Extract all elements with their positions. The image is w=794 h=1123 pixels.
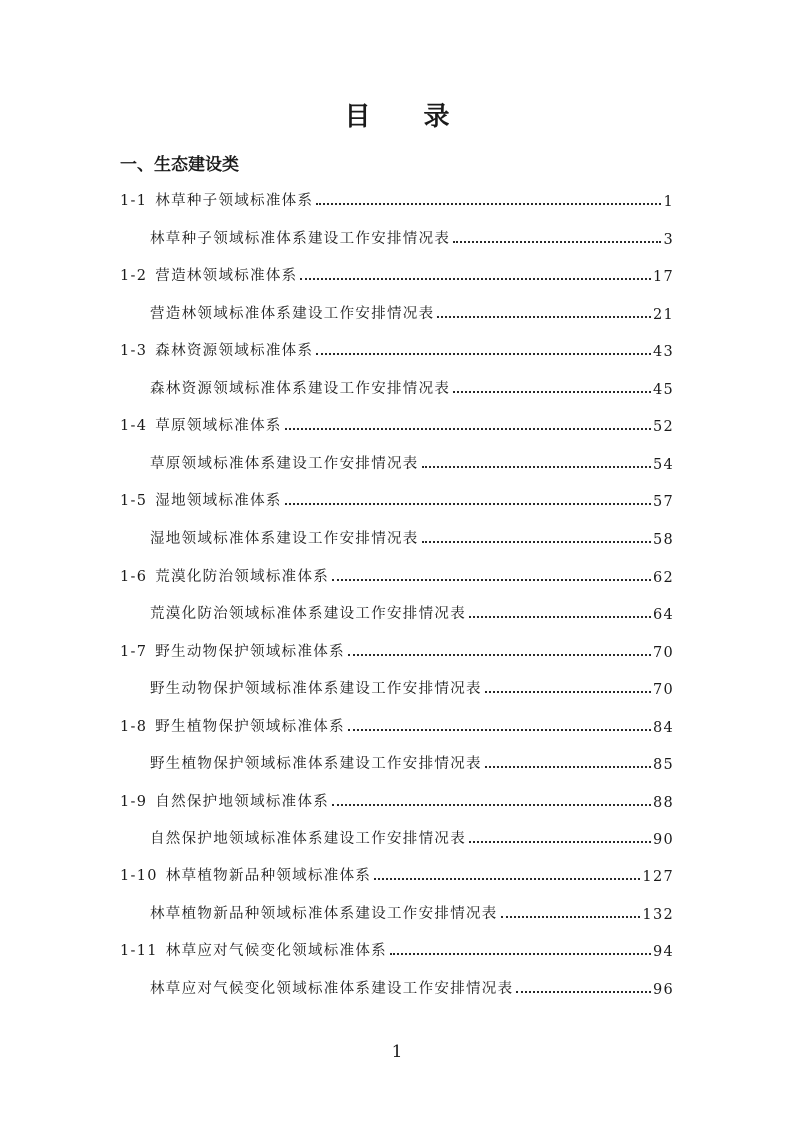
toc-entry-number: 1-8 [120, 719, 148, 735]
dot-leader [437, 316, 651, 318]
toc-entry-label: 荒漠化防治领域标准体系建设工作安排情况表 [150, 606, 466, 622]
toc-entry-label: 1-2 营造林领域标准体系 [120, 268, 298, 284]
toc-entry[interactable] [120, 184, 674, 210]
dot-leader [422, 541, 651, 543]
dot-leader [332, 804, 651, 806]
toc-entry-number: 1-6 [120, 569, 148, 585]
toc-entry-label: 野生动物保护领域标准体系建设工作安排情况表 [150, 681, 482, 697]
toc-entry-label: 1-3 森林资源领域标准体系 [120, 343, 314, 359]
dot-leader [300, 278, 650, 280]
dot-leader [316, 203, 661, 205]
toc-entry-number: 1-1 [120, 193, 148, 209]
dot-leader [469, 841, 651, 843]
toc-subentry[interactable] [150, 522, 674, 548]
dot-leader [390, 953, 651, 955]
toc-entry-page: 17 [652, 269, 674, 285]
toc-entry[interactable] [120, 334, 674, 360]
toc-subentry[interactable] [150, 372, 674, 398]
toc-entry-label: 1-1 林草种子领域标准体系 [120, 193, 314, 209]
toc-subentry[interactable] [150, 822, 674, 848]
toc-subentry[interactable] [150, 897, 674, 923]
toc-entry-page: 62 [652, 570, 674, 586]
toc-entry-number: 1-9 [120, 794, 148, 810]
dot-leader [516, 991, 651, 993]
toc-entry-page: 94 [652, 944, 674, 960]
dot-leader [332, 579, 651, 581]
toc-entry[interactable] [120, 560, 674, 586]
toc-entry-label: 1-10 林草植物新品种领域标准体系 [120, 868, 372, 884]
toc-entry-page: 52 [652, 419, 674, 435]
section-heading: 一、生态建设类 [120, 155, 239, 175]
toc-entry-number: 1-4 [120, 418, 148, 434]
toc-entry-page: 3 [663, 232, 674, 248]
toc-entry-number: 1-10 [120, 868, 158, 884]
toc-entry-label: 湿地领域标准体系建设工作安排情况表 [150, 531, 419, 547]
toc-entry-page: 70 [652, 682, 674, 698]
toc-entry[interactable] [120, 484, 674, 510]
toc-entry-page: 88 [652, 795, 674, 811]
toc-entry-page: 127 [642, 869, 674, 885]
dot-leader [348, 729, 651, 731]
dot-leader [285, 428, 651, 430]
toc-entry-label: 1-11 林草应对气候变化领域标准体系 [120, 943, 387, 959]
toc-entry-label: 1-9 自然保护地领域标准体系 [120, 794, 330, 810]
dot-leader [422, 466, 651, 468]
toc-subentry[interactable] [150, 672, 674, 698]
toc-entry[interactable] [120, 785, 674, 811]
toc-subentry[interactable] [150, 447, 674, 473]
toc-entry-label: 1-7 野生动物保护领域标准体系 [120, 644, 345, 660]
dot-leader [453, 241, 661, 243]
dot-leader [316, 353, 651, 355]
toc-entry[interactable] [120, 409, 674, 435]
toc-subentry[interactable] [150, 747, 674, 773]
toc-subentry[interactable] [150, 222, 674, 248]
toc-entry-page: 57 [652, 494, 674, 510]
dot-leader [374, 878, 640, 880]
page-number: 1 [391, 1042, 403, 1062]
toc-entry-page: 43 [652, 344, 674, 360]
toc-entry-number: 1-2 [120, 268, 148, 284]
dot-leader [453, 391, 651, 393]
toc-entry-label: 林草植物新品种领域标准体系建设工作安排情况表 [150, 906, 498, 922]
toc-entry-number: 1-3 [120, 343, 148, 359]
page-title: 目 录 [344, 102, 472, 132]
toc-entry-page: 84 [652, 720, 674, 736]
toc-subentry[interactable] [150, 972, 674, 998]
toc-entry[interactable] [120, 859, 674, 885]
dot-leader [485, 691, 651, 693]
toc-entry-label: 自然保护地领域标准体系建设工作安排情况表 [150, 831, 466, 847]
toc-subentry[interactable] [150, 297, 674, 323]
toc-entry[interactable] [120, 710, 674, 736]
toc-entry-page: 1 [663, 194, 674, 210]
toc-entry-page: 21 [652, 307, 674, 323]
toc-entry-label: 1-4 草原领域标准体系 [120, 418, 282, 434]
toc-entry-number: 1-11 [120, 943, 158, 959]
toc-entry-page: 70 [652, 645, 674, 661]
toc-entry-page: 45 [652, 382, 674, 398]
toc-entry-label: 林草种子领域标准体系建设工作安排情况表 [150, 231, 451, 247]
toc-entry-label: 1-6 荒漠化防治领域标准体系 [120, 569, 330, 585]
toc-entry-page: 90 [652, 832, 674, 848]
dot-leader [285, 503, 651, 505]
toc-entry-number: 1-7 [120, 644, 148, 660]
toc-entry-label: 草原领域标准体系建设工作安排情况表 [150, 456, 419, 472]
toc-entry-page: 85 [652, 757, 674, 773]
toc-entry[interactable] [120, 635, 674, 661]
toc-subentry[interactable] [150, 597, 674, 623]
toc-entry-page: 64 [652, 607, 674, 623]
toc-entry-page: 132 [642, 907, 674, 923]
toc-entry-page: 96 [652, 982, 674, 998]
toc-entry-label: 1-5 湿地领域标准体系 [120, 493, 282, 509]
toc-entry-page: 58 [652, 532, 674, 548]
dot-leader [469, 616, 651, 618]
dot-leader [485, 766, 651, 768]
toc-entry-number: 1-5 [120, 493, 148, 509]
toc-entry[interactable] [120, 934, 674, 960]
toc-entry[interactable] [120, 259, 674, 285]
toc-entry-label: 林草应对气候变化领域标准体系建设工作安排情况表 [150, 981, 514, 997]
dot-leader [501, 916, 641, 918]
toc-entry-label: 野生植物保护领域标准体系建设工作安排情况表 [150, 756, 482, 772]
toc-entry-page: 54 [652, 457, 674, 473]
toc-entry-label: 营造林领域标准体系建设工作安排情况表 [150, 306, 435, 322]
toc-entry-label: 1-8 野生植物保护领域标准体系 [120, 719, 345, 735]
toc-entry-label: 森林资源领域标准体系建设工作安排情况表 [150, 381, 451, 397]
dot-leader [348, 654, 651, 656]
